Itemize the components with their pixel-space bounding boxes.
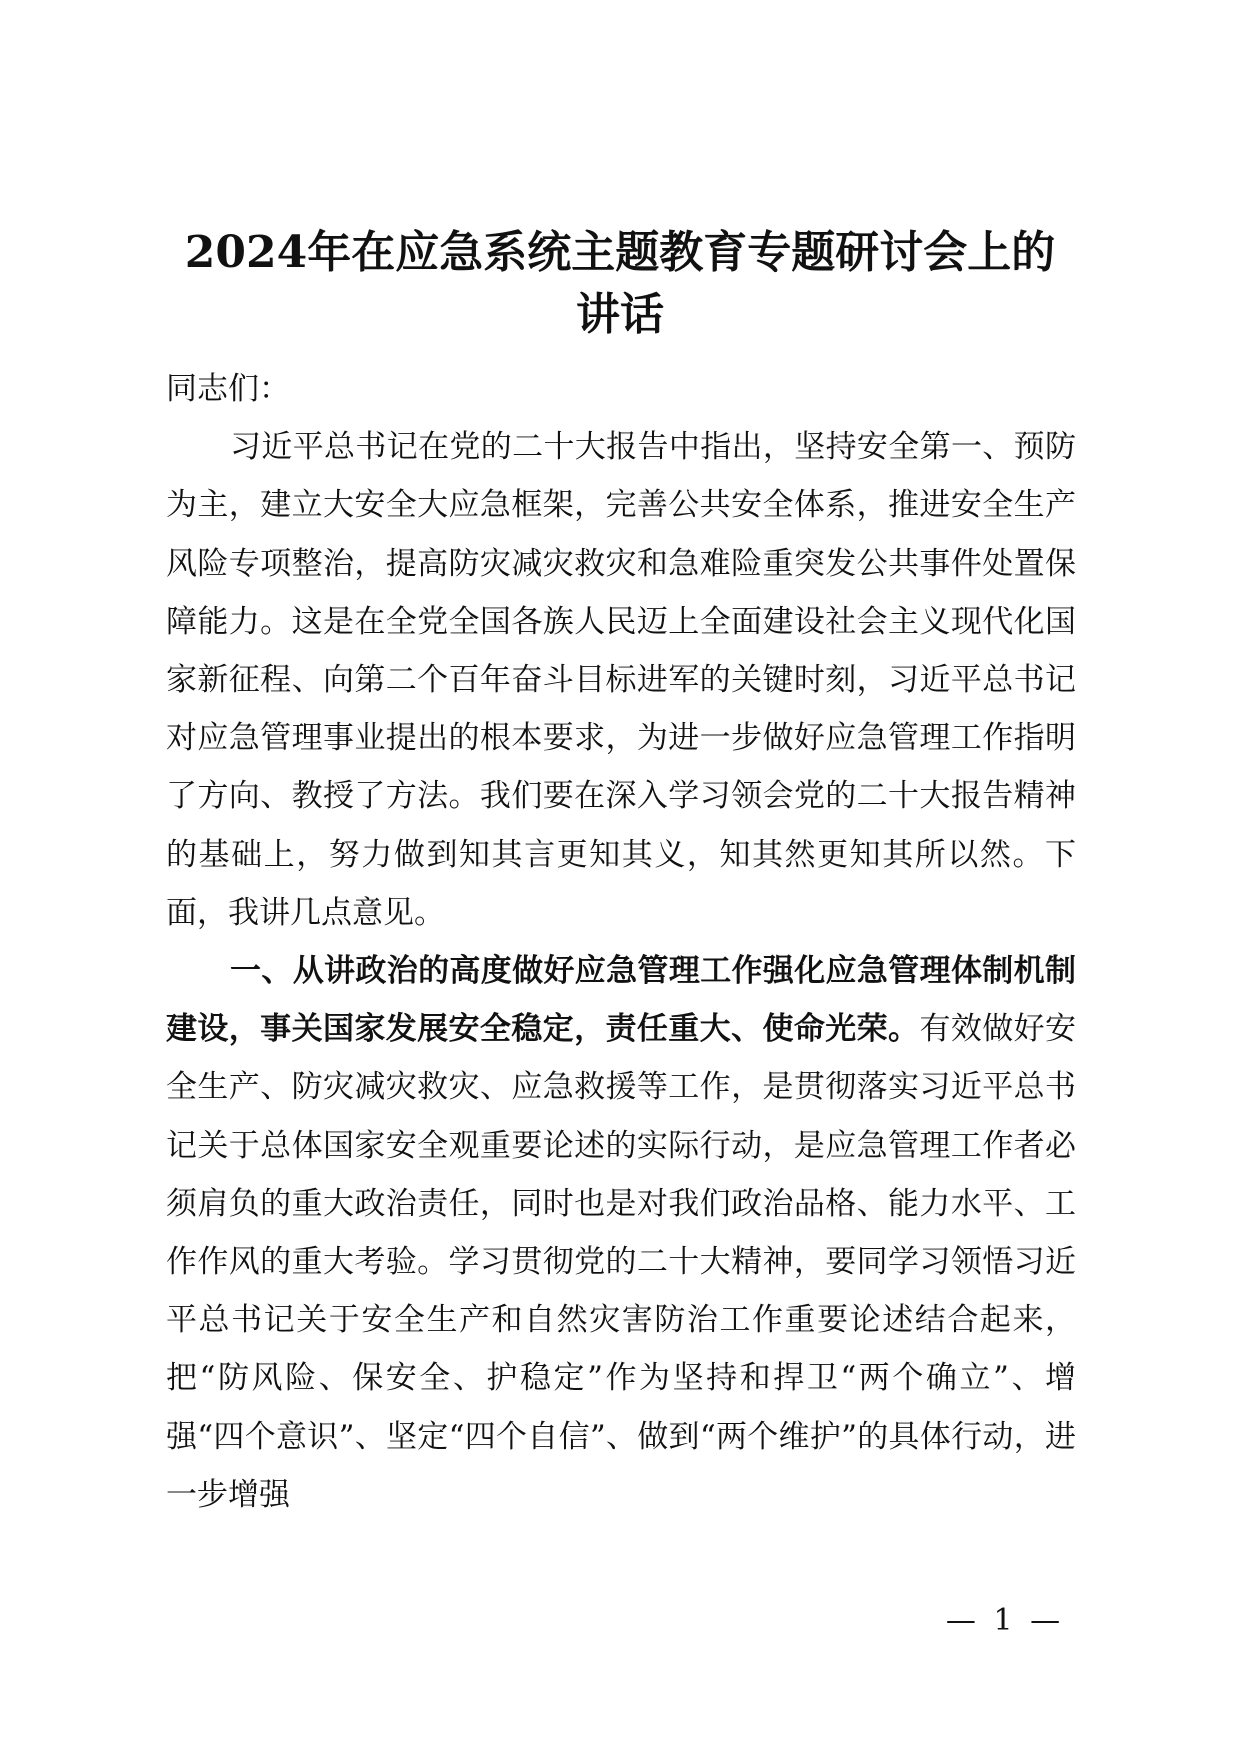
section-1-heading: 一、从讲政治的高度做好应急管理工作强化应急管理体制机制建设，事关国家发展安全稳定，责任重大、使命光荣。 — [166, 953, 1076, 1048]
document-body — [166, 360, 1076, 1524]
section-1-body: 有效做好安全生产、防灾减灾救灾、应急救援等工作，是贯彻落实习近平总书记关于总体国家安全观重要论述的实际行动，是应急管理工作者必须肩负的重大政治责任，同时也是对我们政治品格、能力水平、工作作风的重大考验。学习贯彻党的二十大精神，要同学习领悟习近平总书记关于安全生产和自然灾害防治工作重要论述结合起来，把“防风险、保安全、护稳定”作为坚持和捍卫“两个确立”、增强“四个意识”、坚定“四个自信”、做到“两个维护”的具体行动，进一步增强 — [166, 1011, 1077, 1513]
page-number: — 1 — — [945, 1603, 1065, 1638]
salutation: 同志们： — [166, 371, 290, 407]
document-title — [150, 222, 1090, 346]
paragraph-section-1 — [166, 942, 1076, 1524]
paragraph-intro: 习近平总书记在党的二十大报告中指出，坚持安全第一、预防为主，建立大安全大应急框架，完善公共安全体系，推进安全生产风险专项整治，提高防灾减灾救灾和急难险重突发公共事件处置保障能力。这是在全党全国各族人民迈上全面建设社会主义现代化国家新征程、向第二个百年奋斗目标进军的关键时刻，习近平总书记对应急管理事业提出的根本要求，为进一步做好应急管理工作指明了方向、教授了方法。我们要在深入学习领会党的二十大报告精神的基础上，努力做到知其言更知其义，知其然更知其所以然。下面，我讲几点意见。 — [166, 429, 1076, 931]
title-line-2: 讲话 — [576, 289, 664, 340]
title-line-1: 2024年在应急系统主题教育专题研讨会上的 — [184, 227, 1056, 278]
